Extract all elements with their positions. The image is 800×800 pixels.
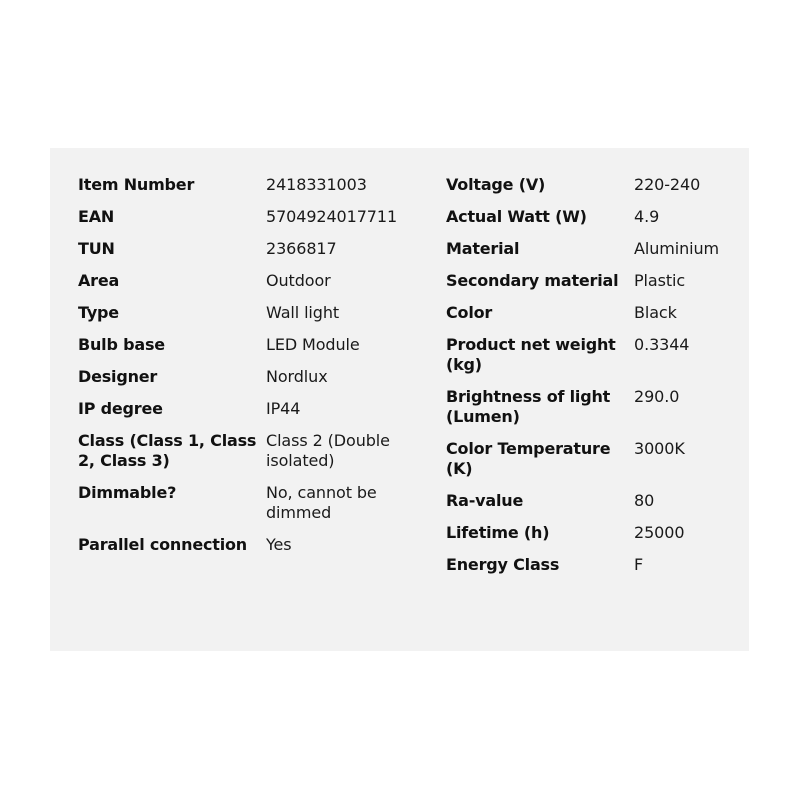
spec-label: Class (Class 1, Class 2, Class 3) — [78, 431, 257, 470]
spec-label: Designer — [78, 367, 158, 386]
spec-label: Color — [446, 303, 493, 322]
spec-value: Aluminium — [634, 239, 719, 258]
spec-row-parallel-connection — [78, 535, 396, 555]
spec-label: Energy Class — [446, 555, 560, 574]
spec-row-ip-degree — [78, 399, 396, 419]
spec-row-energy-class — [446, 555, 754, 575]
spec-label: Parallel connection — [78, 535, 247, 554]
spec-label: Secondary material — [446, 271, 619, 290]
spec-row-secondary-material — [446, 271, 754, 291]
spec-value: 80 — [634, 491, 655, 510]
spec-label: IP degree — [78, 399, 163, 418]
spec-label: Material — [446, 239, 520, 258]
spec-label: EAN — [78, 207, 115, 226]
spec-label: Bulb base — [78, 335, 165, 354]
spec-panel — [50, 148, 749, 651]
spec-label: Actual Watt (W) — [446, 207, 587, 226]
spec-value: LED Module — [266, 335, 360, 354]
spec-row-type — [78, 303, 396, 323]
spec-label: Voltage (V) — [446, 175, 546, 194]
spec-label: Lifetime (h) — [446, 523, 550, 542]
spec-value: 2366817 — [266, 239, 337, 258]
spec-value: 2418331003 — [266, 175, 367, 194]
spec-column-right — [446, 175, 754, 575]
spec-value: 4.9 — [634, 207, 660, 226]
spec-row-item-number — [78, 175, 396, 195]
spec-value: IP44 — [266, 399, 301, 418]
spec-value: Outdoor — [266, 271, 331, 290]
spec-row-brightness — [446, 387, 754, 427]
spec-row-material — [446, 239, 754, 259]
spec-label: Type — [78, 303, 119, 322]
spec-row-tun — [78, 239, 396, 259]
spec-row-net-weight — [446, 335, 754, 375]
spec-row-ean — [78, 207, 396, 227]
spec-row-designer — [78, 367, 396, 387]
spec-value: 220-240 — [634, 175, 701, 194]
spec-row-actual-watt — [446, 207, 754, 227]
spec-value: 25000 — [634, 523, 685, 542]
spec-value: F — [634, 555, 644, 574]
spec-row-ra-value — [446, 491, 754, 511]
spec-label: Product net weight (kg) — [446, 335, 616, 374]
spec-value: Yes — [266, 535, 292, 554]
spec-label: TUN — [78, 239, 115, 258]
spec-value: Black — [634, 303, 677, 322]
spec-value: Class 2 (Double isolated) — [266, 431, 390, 470]
spec-label: Dimmable? — [78, 483, 177, 502]
spec-row-area — [78, 271, 396, 291]
spec-label: Color Temperature (K) — [446, 439, 611, 478]
spec-value: No, cannot be dimmed — [266, 483, 377, 522]
spec-row-voltage — [446, 175, 754, 195]
spec-row-dimmable — [78, 483, 396, 523]
spec-label: Area — [78, 271, 120, 290]
spec-label: Ra-value — [446, 491, 524, 510]
spec-row-color — [446, 303, 754, 323]
spec-value: Nordlux — [266, 367, 328, 386]
spec-label: Brightness of light (Lumen) — [446, 387, 611, 426]
spec-value: 3000K — [634, 439, 685, 458]
spec-value: 5704924017711 — [266, 207, 398, 226]
spec-row-class — [78, 431, 396, 471]
spec-row-lifetime — [446, 523, 754, 543]
spec-label: Item Number — [78, 175, 195, 194]
spec-value: Plastic — [634, 271, 686, 290]
spec-row-bulb-base — [78, 335, 396, 355]
spec-value: 0.3344 — [634, 335, 690, 354]
spec-value: 290.0 — [634, 387, 680, 406]
spec-row-color-temperature — [446, 439, 754, 479]
spec-column-left — [78, 175, 396, 555]
spec-value: Wall light — [266, 303, 340, 322]
